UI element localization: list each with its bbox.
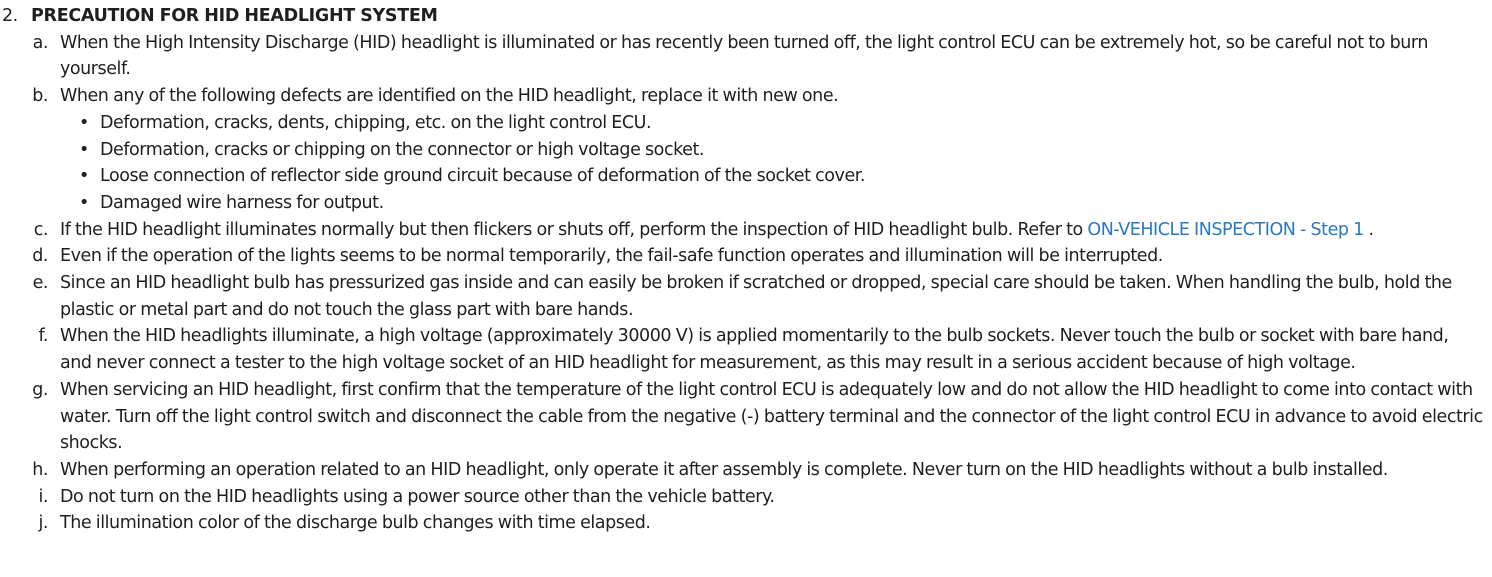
- section-title: PRECAUTION FOR HID HEADLIGHT SYSTEM: [31, 6, 438, 26]
- section-number: 2.: [2, 6, 18, 26]
- item-letter: a.: [32, 32, 48, 53]
- list-item-g: [0, 377, 1492, 457]
- item-text: When any of the following defects are identified on the HID headlight, replace it with new one.: [60, 86, 839, 107]
- bullet-icon: •: [79, 192, 89, 213]
- list-item-j: [0, 510, 1492, 537]
- bullet-text: Deformation, cracks or chipping on the connector or high voltage socket.: [100, 139, 705, 160]
- bullet-icon: •: [79, 112, 89, 133]
- bullet-item: [60, 163, 1484, 190]
- bullet-icon: •: [79, 166, 89, 187]
- item-body: [60, 83, 1484, 217]
- bullet-text: Deformation, cracks, dents, chipping, etc. on the light control ECU.: [100, 112, 652, 133]
- on-vehicle-inspection-link[interactable]: ON-VEHICLE INSPECTION - Step 1: [1087, 219, 1364, 240]
- item-letter: f.: [38, 326, 48, 347]
- item-body: [60, 217, 1484, 244]
- item-letter: g.: [32, 379, 48, 400]
- list-item-h: [0, 457, 1492, 484]
- item-letter: c.: [33, 219, 48, 240]
- bullet-item: [60, 190, 1484, 217]
- item-text: Even if the operation of the lights seems to be normal temporarily, the fail-safe function operates and illumination will be interrupted.: [60, 246, 1163, 267]
- list-item-a: [0, 30, 1492, 83]
- item-text-after: .: [1363, 219, 1374, 240]
- bullet-text: Damaged wire harness for output.: [100, 192, 384, 213]
- item-text: When servicing an HID headlight, first confirm that the temperature of the light control ECU is adequately low and do not allow the HID headlight to come into contact with water. Turn off the light control switch and disconnect the cable from the negative (-) battery terminal and the connector of the light control ECU in advance to avoid electric shocks.: [60, 379, 1483, 454]
- item-text: When the High Intensity Discharge (HID) headlight is illuminated or has recently been turned off, the light control ECU can be extremely hot, so be careful not to burn yourself.: [60, 32, 1428, 80]
- item-letter: h.: [32, 459, 48, 480]
- bullet-icon: •: [79, 139, 89, 160]
- item-text: When the HID headlights illuminate, a high voltage (approximately 30000 V) is applied momentarily to the bulb sockets. Never touch the bulb or socket with bare hand, and never connect a tester to the high voltage socket of an HID headlight for measurement, as this may result in a serious accident because of high voltage.: [60, 326, 1449, 374]
- item-text: Do not turn on the HID headlights using a power source other than the vehicle battery.: [60, 486, 775, 507]
- list-item-e: [0, 270, 1492, 323]
- list-item-c: [0, 217, 1492, 244]
- item-letter: i.: [38, 486, 48, 507]
- bullet-item: [60, 137, 1484, 164]
- item-text: Since an HID headlight bulb has pressurized gas inside and can easily be broken if scratched or dropped, special care should be taken. When handling the bulb, hold the plastic or metal part and do not touch the glass part with bare hands.: [60, 273, 1452, 320]
- item-letter: b.: [32, 86, 48, 107]
- item-letter: d.: [32, 246, 48, 267]
- list-item-i: [0, 484, 1492, 511]
- item-letter: e.: [32, 273, 48, 294]
- item-text: When performing an operation related to an HID headlight, only operate it after assembly is complete. Never turn on the HID headlights without a bulb installed.: [60, 459, 1388, 480]
- item-text: If the HID headlight illuminates normally but then flickers or shuts off, perform the inspection of HID headlight bulb. Refer to: [60, 219, 1088, 240]
- item-text: The illumination color of the discharge bulb changes with time elapsed.: [60, 513, 651, 534]
- bullet-text: Loose connection of reflector side ground circuit because of deformation of the socket cover.: [100, 166, 866, 187]
- list-item-f: [0, 323, 1492, 376]
- defect-bullet-list: [60, 110, 1484, 217]
- precaution-list: [0, 30, 1492, 537]
- bullet-item: [60, 110, 1484, 137]
- list-item-b: [0, 83, 1492, 217]
- list-item-d: [0, 243, 1492, 270]
- section-heading: [0, 3, 1492, 30]
- item-letter: j.: [38, 513, 48, 534]
